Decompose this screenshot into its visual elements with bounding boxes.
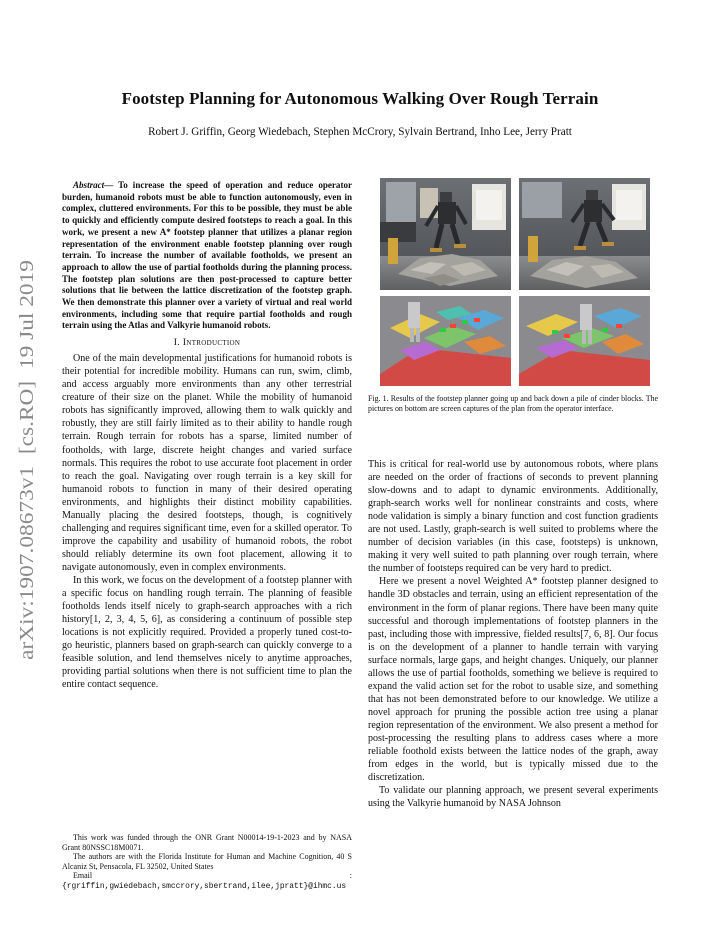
- screen-capture-plan-up: [380, 296, 511, 386]
- arxiv-stamp: [14, 255, 38, 665]
- right-column: [368, 458, 658, 810]
- author-list: Robert J. Griffin, Georg Wiedebach, Stephen McCrory, Sylvain Bertrand, Inho Lee, Jerry Pratt: [148, 126, 572, 138]
- abstract-text: — To increase the speed of operation and reduce operator burden, humanoid robots must be able to function autonomously, even in complex, cluttered environments. For this to be possible, they must be able to quickly and efficiently compute desired footsteps to reach a goal. In this work, we present a new A* footstep planner that utilizes a planar region representation of the environment enable footstep planning over rough terrain. To increase the number of available footholds, we present an approach to allow the use of partial footholds during the planning process. The footstep plan solutions are then post-processed to capture better solutions that lie between the lattice discretization of the footstep graph. We then demonstrate this planner over a variety of virtual and real world environments, including some that require partial footholds and rough terrain using the Atlas and Valkyrie humanoid robots.: [62, 180, 352, 331]
- intro-paragraph-3: Here we present a novel Weighted A* footstep planner designed to handle 3D obstacles and terrain, using an efficient representation of the environment in the form of planar regions. There have been many quite successful and thorough implementations of footstep planners in the past, including those with impressive, fielded results[7, 6, 8]. Our focus is on the development of a planner to handle terrain with varying surface normals, large gaps, and height changes. Uniquely, our planner allows the use of partial footholds, something we believe is required to expand the valid action set for the robot to usable size, and something that has not been demonstrated before to our knowledge. We utilize a novel approach for pruning the possible action tree using a planar region representation of the environment. We also present a method for post-processing the resulting plans to address cases where a more reliable foothold exists between the lattice nodes of the graph, away from edges in the world, but is typically missed due to the discretization.: [368, 576, 658, 784]
- photo-robot-climbing: [380, 178, 511, 290]
- screen-capture-plan-down: [519, 296, 650, 386]
- footnote-affiliation: The authors are with the Florida Institute for Human and Machine Cognition, 40 S Alcaniz St, Pensacola, FL 32502, United States: [62, 852, 352, 871]
- intro-paragraph-2-continued: This is critical for real-world use by autonomous robots, where plans are needed on the order of fractions of seconds to prevent planning slow-downs and to adapt to dynamic environments. Additionally, graph-search works well for nonlinear constraints and costs, where node validation is simply a binary function and cost function gradients are not used. Lastly, graph-search is well suited to problems where the number of decision variables (in this case, footsteps) is unknown, making it very well suited to path planning over rough terrain, where the number of footsteps required can be very hard to predict.: [368, 459, 658, 575]
- figure-1: [380, 178, 650, 386]
- photo-robot-descending: [519, 178, 650, 290]
- email-label: Email :: [73, 871, 352, 881]
- intro-paragraph-1: One of the main developmental justifications for humanoid robots is their potential for incredible mobility. Humans can run, swim, climb, and access arguably more environments than any other terrestrial creature of their size on the planet. While the mobility of humanoid robots has significantly improved, allowing them to walk quickly and robustly, they are still fairly limited as to their ability to handle rough terrain. Rough terrain for robots has a sparse, limited number of footholds, with large, discrete height changes and varied surface normals. This requires the robot to use accurate foot placement in order to reach the goal. Navigating over rough terrain is a key skill for humanoid robots to function in many of their desired operating environments, and highlights their distinct mobility capabilities. Manually placing the desired footsteps, though, is cognitively challenging and requires significant time, even for a skilled operator. To improve the capability and usability of humanoid robots, the robot should reliably determine its own foot placement, allowing it to navigate autonomously, even in complex environments.: [62, 353, 352, 573]
- abstract: [62, 180, 352, 332]
- figure-1-caption: Fig. 1. Results of the footstep planner going up and back down a pile of cinder blocks. The pictures on bottom are screen captures of the plan from the operator interface.: [368, 394, 658, 413]
- arxiv-stamp-text: arXiv:1907.08673v1 [cs.RO] 19 Jul 2019: [16, 317, 38, 660]
- intro-paragraph-2: In this work, we focus on the development of a footstep planner with a specific focus on handling rough terrain. The planning of feasible footholds lends itself nicely to graph-search approaches with a rich history[1, 2, 3, 4, 5, 6], as considering a continuum of possible step locations is not explicitly required. Provided a properly tuned cost-to-go heuristic, planners based on graph-search can quickly converge to a feasible solution, and lend themselves nicely to anytime approaches, providing partial solutions when there is not sufficient time to plan the entire contact sequence.: [62, 574, 352, 691]
- paper-title: Footstep Planning for Autonomous Walking Over Rough Terrain: [121, 89, 599, 108]
- abstract-label: Abstract: [73, 180, 105, 190]
- footnote-email: [62, 871, 352, 891]
- section-heading-introduction: I. Introduction: [173, 337, 241, 349]
- footnote-funding: This work was funded through the ONR Grant N00014-19-1-2023 and by NASA Grant 80NSSC18M0071.: [62, 833, 352, 852]
- intro-paragraph-4: To validate our planning approach, we present several experiments using the Valkyrie humanoid by NASA Johnson: [368, 785, 658, 810]
- email-addresses: {rgriffin,gwiedebach,smccrory,sbertrand,ilee,jpratt}@ihmc.us: [62, 881, 347, 891]
- left-column: [62, 180, 352, 691]
- footnotes: [62, 833, 352, 892]
